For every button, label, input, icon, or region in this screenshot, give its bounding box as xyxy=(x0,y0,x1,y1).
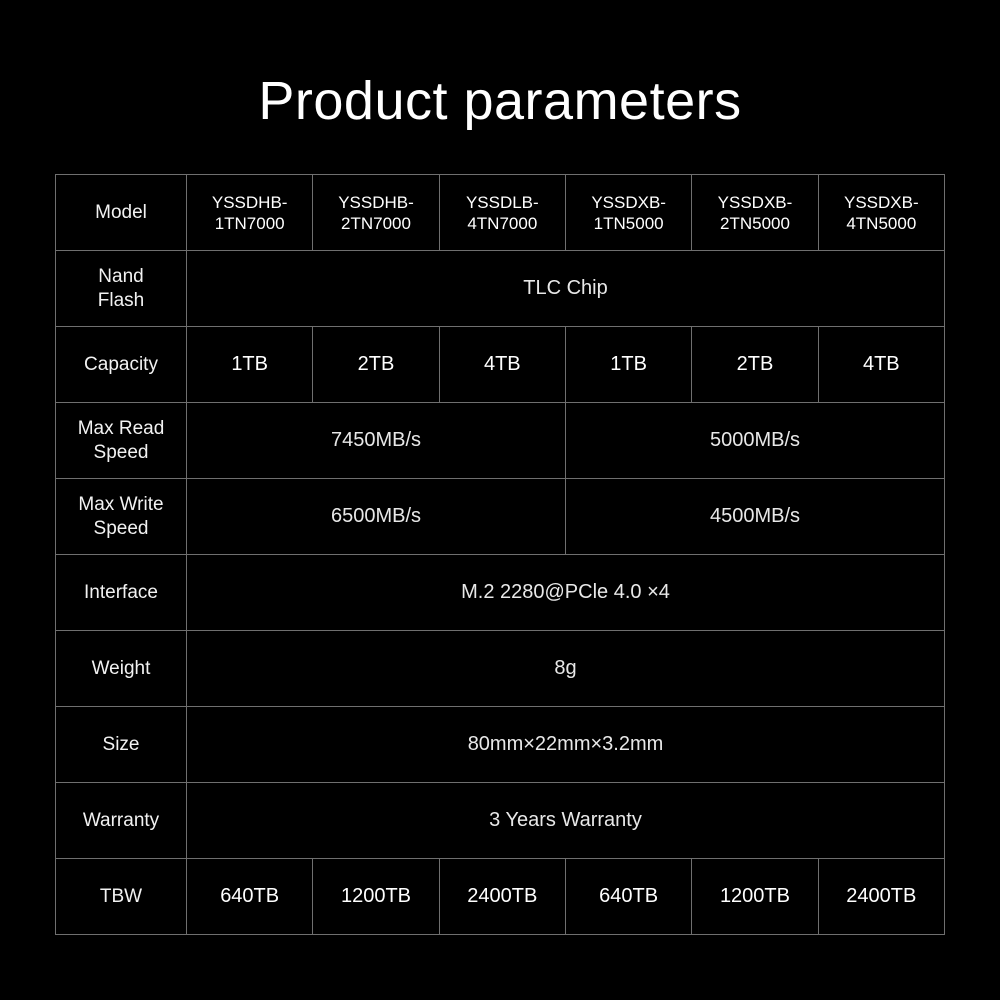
cell-size-value: 80mm×22mm×3.2mm xyxy=(187,707,945,783)
cell-max-write-speed-right: 4500MB/s xyxy=(565,479,944,555)
row-label-warranty: Warranty xyxy=(56,783,187,859)
row-label-capacity: Capacity xyxy=(56,327,187,403)
row-label-nand-flash xyxy=(56,251,187,327)
table-row-max-write-speed xyxy=(56,479,945,555)
cell-model-6-line1: YSSDXB- xyxy=(844,192,919,212)
cell-capacity-2: 2TB xyxy=(313,327,439,403)
cell-model-4-line2: 1TN5000 xyxy=(593,213,664,233)
cell-max-read-speed-left: 7450MB/s xyxy=(187,403,566,479)
table-row-size xyxy=(56,707,945,783)
row-label-max-write-speed xyxy=(56,479,187,555)
cell-interface-value: M.2 2280@PCle 4.0 ×4 xyxy=(187,555,945,631)
row-label-max-read-speed-line2: Speed xyxy=(93,441,149,463)
table-row-warranty xyxy=(56,783,945,859)
cell-tbw-5: 1200TB xyxy=(692,859,818,935)
row-label-size: Size xyxy=(56,707,187,783)
cell-capacity-4: 1TB xyxy=(565,327,691,403)
cell-warranty-value: 3 Years Warranty xyxy=(187,783,945,859)
row-label-tbw: TBW xyxy=(56,859,187,935)
spec-table xyxy=(55,174,945,935)
cell-model-2-line2: 2TN7000 xyxy=(341,213,411,233)
table-row-tbw xyxy=(56,859,945,935)
spec-table-container xyxy=(55,174,945,935)
cell-tbw-3: 2400TB xyxy=(439,859,565,935)
row-label-model: Model xyxy=(56,175,187,251)
cell-model-3-line2: 4TN7000 xyxy=(467,213,538,233)
cell-tbw-6: 2400TB xyxy=(818,859,944,935)
table-row-nand-flash xyxy=(56,251,945,327)
cell-tbw-2: 1200TB xyxy=(313,859,439,935)
row-label-max-read-speed xyxy=(56,403,187,479)
cell-model-1-line2: 1TN7000 xyxy=(214,213,285,233)
row-label-nand-flash-line1: Nand xyxy=(98,266,144,288)
cell-tbw-4: 640TB xyxy=(565,859,691,935)
cell-weight-value: 8g xyxy=(187,631,945,707)
cell-model-5-line2: 2TN5000 xyxy=(720,213,790,233)
cell-max-read-speed-right: 5000MB/s xyxy=(565,403,944,479)
cell-model-2-line1: YSSDHB- xyxy=(338,192,414,212)
cell-model-5 xyxy=(692,175,818,251)
cell-model-5-line1: YSSDXB- xyxy=(717,192,793,212)
cell-capacity-3: 4TB xyxy=(439,327,565,403)
cell-model-1-line1: YSSDHB- xyxy=(211,192,288,212)
row-label-weight: Weight xyxy=(56,631,187,707)
cell-model-3 xyxy=(439,175,565,251)
cell-model-2 xyxy=(313,175,439,251)
row-label-max-write-speed-line1: Max Write xyxy=(78,494,164,516)
table-row-weight xyxy=(56,631,945,707)
table-row-model xyxy=(56,175,945,251)
cell-model-4-line1: YSSDXB- xyxy=(591,192,666,212)
table-row-capacity xyxy=(56,327,945,403)
cell-nand-flash-value: TLC Chip xyxy=(187,251,945,327)
cell-model-1 xyxy=(187,175,313,251)
cell-capacity-1: 1TB xyxy=(187,327,313,403)
row-label-nand-flash-line2: Flash xyxy=(97,289,145,311)
table-row-interface xyxy=(56,555,945,631)
cell-model-3-line1: YSSDLB- xyxy=(465,192,539,212)
row-label-max-read-speed-line1: Max Read xyxy=(77,418,165,440)
cell-capacity-5: 2TB xyxy=(692,327,818,403)
cell-model-6-line2: 4TN5000 xyxy=(846,213,917,233)
cell-max-write-speed-left: 6500MB/s xyxy=(187,479,566,555)
cell-model-6 xyxy=(818,175,944,251)
cell-tbw-1: 640TB xyxy=(187,859,313,935)
cell-capacity-6: 4TB xyxy=(818,327,944,403)
row-label-interface: Interface xyxy=(56,555,187,631)
page-title: Product parameters xyxy=(258,71,742,131)
table-row-max-read-speed xyxy=(56,403,945,479)
row-label-max-write-speed-line2: Speed xyxy=(93,517,149,539)
cell-model-4 xyxy=(565,175,691,251)
